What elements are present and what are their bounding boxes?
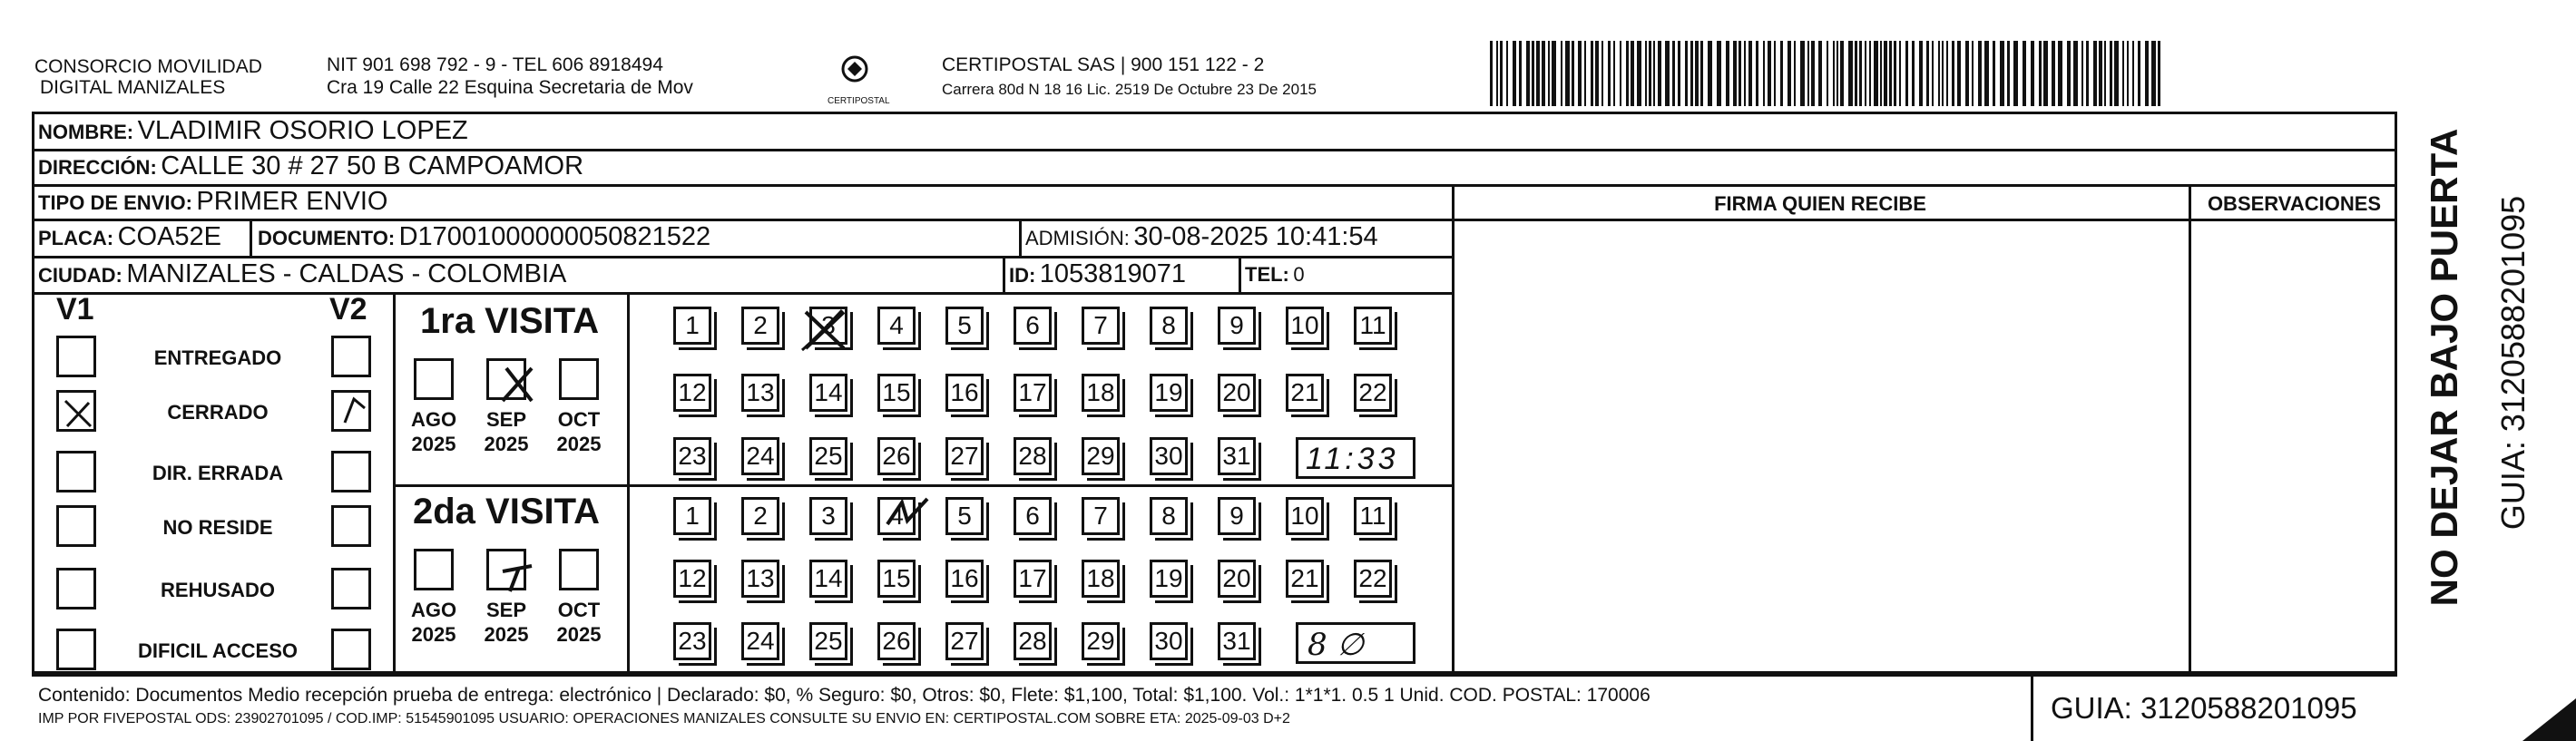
- first-visit-day-29[interactable]: 29: [1082, 437, 1120, 475]
- second-visit-day-26[interactable]: 26: [877, 622, 916, 660]
- second-visit-day-29[interactable]: 29: [1082, 622, 1120, 660]
- certipostal-logo: [828, 49, 882, 103]
- month-year: 2025: [411, 433, 456, 455]
- second-visit-day-4[interactable]: 4: [877, 497, 916, 535]
- second-visit-day-28[interactable]: 28: [1014, 622, 1052, 660]
- second-visit-day-23[interactable]: 23: [673, 622, 711, 660]
- city-row: [38, 259, 566, 289]
- admission-label: ADMISIÓN:: [1025, 227, 1130, 249]
- month-checkbox-ago[interactable]: [414, 358, 454, 400]
- first-visit-day-24[interactable]: 24: [741, 437, 779, 475]
- col-divider: [627, 292, 630, 674]
- status-v1-checkbox[interactable]: [56, 568, 96, 609]
- first-visit-day-3[interactable]: 3: [809, 307, 847, 345]
- handwritten-check-cerrado-v2: [336, 392, 372, 428]
- month-year: 2025: [556, 433, 602, 455]
- month-name: SEP: [485, 408, 527, 431]
- carrier-license: Carrera 80d N 18 16 Lic. 2519 De Octubre 23 De 2015: [942, 81, 1317, 98]
- second-visit-day-30[interactable]: 30: [1150, 622, 1188, 660]
- carrier-name: CERTIPOSTAL SAS | 900 151 122 - 2: [942, 54, 1265, 75]
- document-row: [258, 222, 710, 252]
- first-visit-day-25[interactable]: 25: [809, 437, 847, 475]
- name-row: [38, 116, 468, 146]
- first-visit-day-17[interactable]: 17: [1014, 374, 1052, 412]
- company-nit: NIT 901 698 792 - 9 - TEL 606 8918494: [327, 54, 663, 75]
- city-label: CIUDAD:: [38, 264, 122, 287]
- first-visit-day-13[interactable]: 13: [741, 374, 779, 412]
- status-label: CERRADO: [167, 401, 269, 424]
- first-visit-day-7[interactable]: 7: [1082, 307, 1120, 345]
- second-visit-day-22[interactable]: 22: [1354, 560, 1392, 598]
- second-visit-day-7[interactable]: 7: [1082, 497, 1120, 535]
- month-name: SEP: [485, 599, 527, 621]
- first-visit-day-26[interactable]: 26: [877, 437, 916, 475]
- status-label: DIFICIL ACCESO: [137, 639, 298, 662]
- second-visit-day-15[interactable]: 15: [877, 560, 916, 598]
- first-visit-day-15[interactable]: 15: [877, 374, 916, 412]
- first-visit-day-23[interactable]: 23: [673, 437, 711, 475]
- second-visit-day-13[interactable]: 13: [741, 560, 779, 598]
- col-divider: [2189, 184, 2191, 674]
- col-divider: [1003, 258, 1005, 292]
- first-visit-time: 11:33: [1306, 442, 1399, 476]
- plate-row: [38, 222, 221, 252]
- second-visit-day-2[interactable]: 2: [741, 497, 779, 535]
- handwritten-check-day-4: [882, 493, 933, 533]
- second-visit-day-27[interactable]: 27: [945, 622, 984, 660]
- second-visit-day-5[interactable]: 5: [945, 497, 984, 535]
- second-visit-day-14[interactable]: 14: [809, 560, 847, 598]
- shipping-type-value: PRIMER ENVIO: [196, 187, 388, 216]
- logo-icon: [828, 49, 882, 103]
- first-visit-day-19[interactable]: 19: [1150, 374, 1188, 412]
- second-visit-day-31[interactable]: 31: [1218, 622, 1256, 660]
- handwritten-check-sep-first: [499, 363, 535, 405]
- admission-value: 30-08-2025 10:41:54: [1133, 222, 1378, 251]
- second-visit-day-10[interactable]: 10: [1286, 497, 1324, 535]
- month-year: 2025: [484, 433, 529, 455]
- logo-text: CERTIPOSTAL: [828, 96, 890, 106]
- first-visit-day-1[interactable]: 1: [673, 307, 711, 345]
- row-divider: [32, 674, 2397, 677]
- second-visit-day-17[interactable]: 17: [1014, 560, 1052, 598]
- first-visit-title: 1ra VISITA: [420, 301, 600, 341]
- name-label: NOMBRE:: [38, 121, 134, 143]
- paper-edge: [2450, 0, 2576, 741]
- second-visit-day-3[interactable]: 3: [809, 497, 847, 535]
- second-visit-title: 2da VISITA: [413, 492, 600, 531]
- second-visit-day-6[interactable]: 6: [1014, 497, 1052, 535]
- month-year: 2025: [556, 623, 602, 646]
- no-dejar-bajo-puerta: NO DEJAR BAJO PUERTA: [2423, 128, 2465, 607]
- second-visit-day-12[interactable]: 12: [673, 560, 711, 598]
- company-address: Cra 19 Calle 22 Esquina Secretaria de Mov: [327, 77, 693, 98]
- document-value: D17001000000050821522: [398, 222, 711, 251]
- id-value: 1053819071: [1039, 259, 1187, 288]
- row-divider: [32, 292, 1452, 295]
- footer-guia: GUIA: 3120588201095: [2051, 691, 2357, 725]
- handwritten-check-sep-second: [497, 553, 537, 595]
- first-visit-day-10[interactable]: 10: [1286, 307, 1324, 345]
- second-visit-time-box: [1296, 622, 1415, 664]
- first-visit-day-22[interactable]: 22: [1354, 374, 1392, 412]
- col-divider: [393, 292, 396, 674]
- col-divider: [1239, 258, 1241, 292]
- print-info-line: IMP POR FIVEPOSTAL ODS: 23902701095 / COD.IMP: 51545901095 USUARIO: OPERACIONES MANIZALES CONSULTE SU ENVIO EN: CERTIPOSTAL.COM SOBRE ETA: 2025-09-03 D+2: [38, 711, 1290, 726]
- month-checkbox-ago[interactable]: [414, 549, 454, 590]
- col-divider: [1452, 184, 1455, 674]
- first-visit-day-16[interactable]: 16: [945, 374, 984, 412]
- month-name: AGO: [410, 408, 457, 431]
- col-divider: [2031, 674, 2033, 741]
- status-v2-checkbox[interactable]: [331, 451, 371, 492]
- second-visit-time: 8 ∅: [1308, 627, 1365, 663]
- second-visit-day-1[interactable]: 1: [673, 497, 711, 535]
- second-visit-day-24[interactable]: 24: [741, 622, 779, 660]
- id-label: ID:: [1009, 264, 1036, 287]
- first-visit-day-2[interactable]: 2: [741, 307, 779, 345]
- first-visit-day-5[interactable]: 5: [945, 307, 984, 345]
- status-label: DIR. ERRADA: [152, 462, 284, 484]
- status-v1-checkbox[interactable]: [56, 629, 96, 670]
- first-visit-day-9[interactable]: 9: [1218, 307, 1256, 345]
- address-value: CALLE 30 # 27 50 B CAMPOAMOR: [161, 151, 584, 180]
- tel-label: TEL:: [1245, 263, 1289, 286]
- status-v1-checkbox[interactable]: [56, 451, 96, 492]
- second-visit-day-20[interactable]: 20: [1218, 560, 1256, 598]
- contents-line: Contenido: Documentos Medio recepción prueba de entrega: electrónico | Declarado: $0, % Seguro: $0, Otros: $0, Flete: $1,100, Total: $1,100. Vol.: 1*1*1. 0.5 1 Unid. COD. POSTAL: 170006: [38, 685, 1650, 706]
- first-visit-day-8[interactable]: 8: [1150, 307, 1188, 345]
- month-name: AGO: [410, 599, 457, 621]
- status-label: NO RESIDE: [162, 516, 273, 539]
- plate-value: COA52E: [117, 222, 222, 251]
- barcode: [1490, 41, 2170, 106]
- admission-row: [1025, 222, 1378, 252]
- status-v2-checkbox[interactable]: [331, 336, 371, 377]
- handwritten-check-day-3: [798, 305, 853, 356]
- handwritten-check-cerrado-v1: [60, 395, 96, 432]
- row-divider: [32, 219, 1452, 221]
- first-visit-day-11[interactable]: 11: [1354, 307, 1392, 345]
- company-name-line2: DIGITAL MANIZALES: [40, 77, 226, 98]
- observations-header: OBSERVACIONES: [2207, 192, 2382, 215]
- status-v1-checkbox[interactable]: [56, 505, 96, 547]
- shipping-type-label: TIPO DE ENVIO:: [38, 191, 192, 214]
- month-checkbox-oct[interactable]: [559, 358, 599, 400]
- second-visit-day-11[interactable]: 11: [1354, 497, 1392, 535]
- first-visit-day-6[interactable]: 6: [1014, 307, 1052, 345]
- first-visit-day-21[interactable]: 21: [1286, 374, 1324, 412]
- first-visit-time-box: [1296, 437, 1415, 479]
- first-visit-day-28[interactable]: 28: [1014, 437, 1052, 475]
- second-visit-day-18[interactable]: 18: [1082, 560, 1120, 598]
- first-visit-day-31[interactable]: 31: [1218, 437, 1256, 475]
- v2-header: V2: [329, 292, 367, 327]
- first-visit-day-14[interactable]: 14: [809, 374, 847, 412]
- first-visit-day-18[interactable]: 18: [1082, 374, 1120, 412]
- first-visit-day-30[interactable]: 30: [1150, 437, 1188, 475]
- plate-label: PLACA:: [38, 227, 114, 249]
- document-label: DOCUMENTO:: [258, 227, 396, 249]
- month-checkbox-oct[interactable]: [559, 549, 599, 590]
- company-name-line1: CONSORCIO MOVILIDAD: [34, 56, 262, 77]
- month-name: OCT: [557, 599, 601, 621]
- first-visit-day-27[interactable]: 27: [945, 437, 984, 475]
- month-year: 2025: [411, 623, 456, 646]
- status-v2-checkbox[interactable]: [331, 505, 371, 547]
- status-v1-checkbox[interactable]: [56, 336, 96, 377]
- status-label: REHUSADO: [161, 579, 275, 601]
- tel-value: 0: [1293, 263, 1305, 286]
- status-v2-checkbox[interactable]: [331, 629, 371, 670]
- status-label: ENTREGADO: [153, 346, 282, 369]
- row-divider: [393, 484, 1452, 487]
- id-row: [1009, 259, 1186, 289]
- col-divider: [250, 221, 252, 256]
- city-value: MANIZALES - CALDAS - COLOMBIA: [126, 259, 567, 288]
- second-visit-day-8[interactable]: 8: [1150, 497, 1188, 535]
- address-row: [38, 151, 583, 181]
- first-visit-day-12[interactable]: 12: [673, 374, 711, 412]
- month-year: 2025: [484, 623, 529, 646]
- signature-header: FIRMA QUIEN RECIBE: [1714, 192, 1926, 215]
- status-v2-checkbox[interactable]: [331, 568, 371, 609]
- second-visit-day-19[interactable]: 19: [1150, 560, 1188, 598]
- side-guia: GUIA: 3120588201095: [2494, 195, 2532, 531]
- v1-header: V1: [56, 292, 94, 327]
- first-visit-day-4[interactable]: 4: [877, 307, 916, 345]
- name-value: VLADIMIR OSORIO LOPEZ: [137, 116, 468, 145]
- shipping-type-row: [38, 187, 387, 217]
- first-visit-day-20[interactable]: 20: [1218, 374, 1256, 412]
- address-label: DIRECCIÓN:: [38, 156, 157, 179]
- row-divider: [1452, 219, 2397, 221]
- second-visit-day-21[interactable]: 21: [1286, 560, 1324, 598]
- second-visit-day-25[interactable]: 25: [809, 622, 847, 660]
- tel-row: [1245, 263, 1305, 287]
- second-visit-day-16[interactable]: 16: [945, 560, 984, 598]
- second-visit-day-9[interactable]: 9: [1218, 497, 1256, 535]
- col-divider: [1019, 221, 1022, 256]
- month-name: OCT: [557, 408, 601, 431]
